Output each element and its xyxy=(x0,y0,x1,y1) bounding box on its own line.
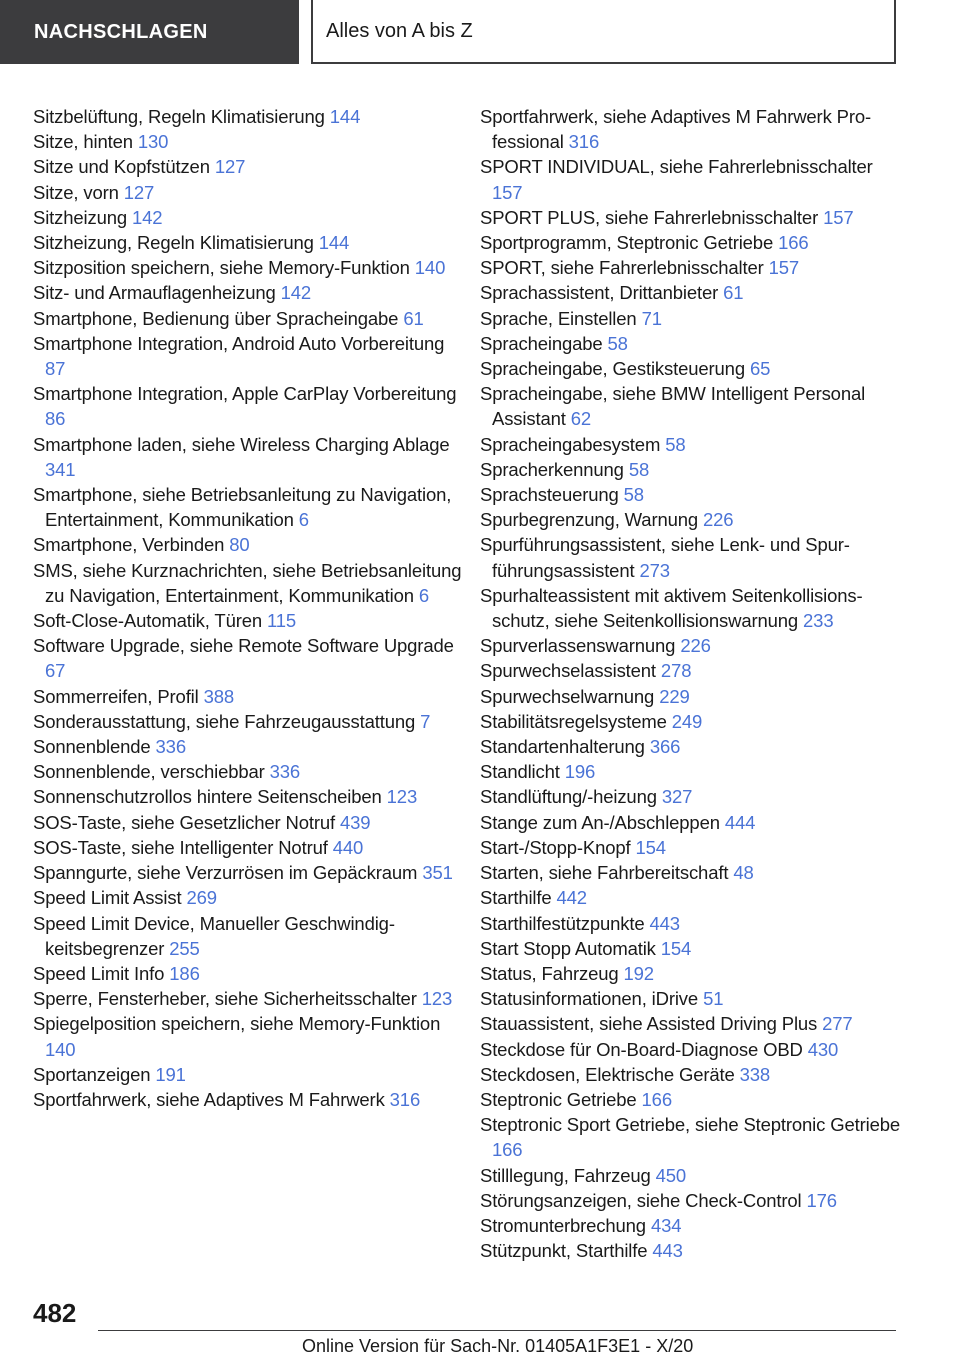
index-page-link[interactable]: 48 xyxy=(733,862,754,884)
index-entry-term: Stützpunkt, Starthilfe xyxy=(480,1240,648,1262)
index-entry-term: Spurwechselwarnung xyxy=(480,685,655,707)
index-entry-term: Spurbegrenzung, Warnung xyxy=(480,509,699,531)
index-entry-term: Spurverlassenswarnung xyxy=(480,635,676,657)
index-entry xyxy=(480,306,900,331)
index-page-link[interactable]: 123 xyxy=(386,786,418,808)
index-entry-term: Sprachsteuerung xyxy=(480,484,619,506)
index-entry xyxy=(480,1163,900,1188)
index-entry xyxy=(33,759,463,784)
index-entry xyxy=(33,810,463,835)
index-entry-term: Stange zum An-/Abschleppen xyxy=(480,811,720,833)
index-page-link[interactable]: 127 xyxy=(214,156,246,178)
index-page-link[interactable]: 226 xyxy=(703,509,734,531)
index-entry xyxy=(480,709,900,734)
index-page-link[interactable]: 341 xyxy=(45,458,76,480)
index-page-link[interactable]: 154 xyxy=(635,836,666,858)
index-entry xyxy=(480,936,900,961)
index-entry xyxy=(33,104,463,129)
index-page-link[interactable]: 366 xyxy=(649,736,681,758)
index-page-link[interactable]: 226 xyxy=(680,635,711,657)
index-entry-term: Sitze, vorn xyxy=(33,181,119,203)
index-page-link[interactable]: 388 xyxy=(203,685,235,707)
index-entry xyxy=(480,961,900,986)
index-entry xyxy=(33,885,463,910)
index-entry xyxy=(33,255,463,280)
index-entry-term: Smartphone, Verbinden xyxy=(33,534,225,556)
index-entry xyxy=(33,129,463,154)
index-page-link[interactable]: 157 xyxy=(768,257,800,279)
index-entry xyxy=(480,759,900,784)
index-entry xyxy=(33,911,463,961)
index-page-link[interactable]: 166 xyxy=(778,232,809,254)
index-entry xyxy=(33,835,463,860)
index-entry xyxy=(480,1037,900,1062)
index-column-left xyxy=(33,104,463,1112)
index-entry-term: Standlicht xyxy=(480,761,560,783)
index-page-link[interactable]: 191 xyxy=(155,1063,186,1085)
index-entry-term: Starthilfestützpunkte xyxy=(480,912,645,934)
index-entry xyxy=(480,457,900,482)
index-page-link[interactable]: 62 xyxy=(570,408,591,430)
index-entry xyxy=(480,381,900,431)
index-page-link[interactable]: 440 xyxy=(332,836,364,858)
index-entry-term: Stilllegung, Fahrzeug xyxy=(480,1164,651,1186)
index-page-link[interactable]: 58 xyxy=(623,484,644,506)
index-entry-term: Spurwechselassistent xyxy=(480,660,656,682)
index-entry-term: Starthilfe xyxy=(480,887,552,909)
index-entry xyxy=(33,230,463,255)
index-entry xyxy=(33,306,463,331)
index-entry-term: Sprachassistent, Drittanbieter xyxy=(480,282,719,304)
index-entry-term: Soft-Close-Automatik, Türen xyxy=(33,610,263,632)
index-entry-term: Start Stopp Automatik xyxy=(480,937,656,959)
index-page-link[interactable]: 140 xyxy=(45,1038,76,1060)
index-entry xyxy=(480,280,900,305)
page-header xyxy=(0,0,960,66)
index-entry xyxy=(480,1087,900,1112)
index-entry-term: Smartphone, Bedienung über Spracheingabe xyxy=(33,307,399,329)
index-page-link[interactable]: 130 xyxy=(137,131,169,153)
index-entry xyxy=(480,658,900,683)
index-entry-term: SPORT INDIVIDUAL, siehe Fahrerlebnisschalter xyxy=(480,156,873,178)
index-entry-term: Sportprogramm, Steptronic Getriebe xyxy=(480,232,774,254)
index-entry xyxy=(33,1087,463,1112)
index-entry xyxy=(480,911,900,936)
index-entry-term: Spracheingabe, Gestiksteuerung xyxy=(480,358,745,380)
index-entry xyxy=(480,986,900,1011)
index-entry xyxy=(480,734,900,759)
index-entry-term: Smartphone Integration, Apple CarPlay Vorbereitung xyxy=(33,383,457,405)
index-entry-term: Spurhalteassistent mit aktivem Seitenkollisionsschutz, siehe Seitenkollisionswarnung xyxy=(480,584,863,632)
index-page-link[interactable]: 316 xyxy=(568,131,600,153)
index-entry-term: Stauassistent, siehe Assisted Driving Plus xyxy=(480,1013,818,1035)
index-page-link[interactable]: 154 xyxy=(660,937,692,959)
index-entry xyxy=(33,154,463,179)
index-page-link[interactable]: 6 xyxy=(418,584,430,606)
index-entry xyxy=(480,154,900,204)
index-page-link[interactable]: 233 xyxy=(803,610,834,632)
index-entry-term: Sonderausstattung, siehe Fahrzeugausstattung xyxy=(33,710,416,732)
index-entry xyxy=(33,331,463,381)
index-page-link[interactable]: 443 xyxy=(652,1240,683,1262)
index-page-link[interactable]: 338 xyxy=(739,1063,771,1085)
footer-divider xyxy=(98,1330,896,1331)
index-entry-term: Status, Fahrzeug xyxy=(480,962,619,984)
index-entry-term: Start-/Stopp-Knopf xyxy=(480,836,631,858)
index-entry-term: Stabilitätsregelsysteme xyxy=(480,710,667,732)
index-entry-term: SPORT PLUS, siehe Fahrerlebnisschalter xyxy=(480,206,819,228)
index-page-link[interactable]: 142 xyxy=(132,206,163,228)
index-page-link[interactable]: 336 xyxy=(155,736,186,758)
index-entry xyxy=(480,331,900,356)
index-entry xyxy=(33,709,463,734)
index-entry xyxy=(480,1011,900,1036)
index-page-link[interactable]: 6 xyxy=(298,509,309,531)
index-page-link[interactable]: 58 xyxy=(628,458,650,480)
index-page-link[interactable]: 316 xyxy=(389,1088,421,1110)
index-entry-term: Steptronic Getriebe xyxy=(480,1088,637,1110)
index-entry-term: Software Upgrade, siehe Remote Software Upgrade xyxy=(33,635,454,657)
section-tab: NACHSCHLAGEN xyxy=(0,0,299,64)
index-entry xyxy=(480,835,900,860)
index-entry xyxy=(33,432,463,482)
index-entry-term: Spracheingabe, siehe BMW Intelligent Personal Assistant xyxy=(480,383,866,430)
index-entry-term: Smartphone laden, siehe Wireless Charging Ablage xyxy=(33,433,450,455)
index-entry-term: Spracheingabe xyxy=(480,332,603,354)
index-entry xyxy=(480,860,900,885)
index-entry-term: Sommerreifen, Profil xyxy=(33,685,199,707)
index-page-link[interactable]: 176 xyxy=(806,1189,837,1211)
chapter-tab: Alles von A bis Z xyxy=(311,0,896,64)
index-page-link[interactable]: 277 xyxy=(822,1013,853,1035)
index-entry xyxy=(480,205,900,230)
index-entry xyxy=(480,507,900,532)
page-number: 482 xyxy=(33,1298,77,1328)
index-entry-term: Smartphone Integration, Android Auto Vorbereitung xyxy=(33,332,445,354)
index-entry-term: Störungsanzeigen, siehe Check-Control xyxy=(480,1189,802,1211)
index-entry-term: SOS-Taste, siehe Intelligenter Notruf xyxy=(33,836,328,858)
index-entry xyxy=(33,1011,463,1061)
index-entry-term: Statusinformationen, iDrive xyxy=(480,988,699,1010)
index-page-link[interactable]: 278 xyxy=(660,660,692,682)
index-entry xyxy=(33,734,463,759)
index-entry xyxy=(480,784,900,809)
index-page-link[interactable]: 439 xyxy=(340,811,371,833)
index-entry-term: Spracherkennung xyxy=(480,458,624,480)
index-page-link[interactable]: 442 xyxy=(556,887,587,909)
index-entry xyxy=(480,255,900,280)
index-page-link[interactable]: 327 xyxy=(661,786,693,808)
index-entry-term: Sperre, Fensterheber, siehe Sicherheitsschalter xyxy=(33,988,417,1010)
index-page-link[interactable]: 269 xyxy=(186,887,217,909)
index-page-link[interactable]: 273 xyxy=(639,559,670,581)
index-entry-term: Sitz- und Armauflagenheizung xyxy=(33,282,276,304)
index-page-link[interactable]: 430 xyxy=(807,1038,839,1060)
index-page-link[interactable]: 192 xyxy=(623,962,654,984)
index-entry-term: Sportanzeigen xyxy=(33,1063,151,1085)
index-entry xyxy=(480,230,900,255)
index-entry xyxy=(33,482,463,532)
index-entry xyxy=(33,784,463,809)
index-entry xyxy=(33,860,463,885)
index-page-link[interactable]: 157 xyxy=(492,181,523,203)
index-page-link[interactable]: 86 xyxy=(45,408,66,430)
index-entry xyxy=(480,104,900,154)
index-page-link[interactable]: 142 xyxy=(280,282,312,304)
index-page-link[interactable]: 61 xyxy=(403,307,424,329)
index-page-link[interactable]: 186 xyxy=(169,962,200,984)
index-entry xyxy=(480,356,900,381)
index-entry-term: Standartenhalterung xyxy=(480,736,645,758)
index-entry xyxy=(480,684,900,709)
index-entry xyxy=(480,482,900,507)
index-page-link[interactable]: 157 xyxy=(823,206,854,228)
index-page-link[interactable]: 444 xyxy=(724,811,756,833)
index-entry xyxy=(33,180,463,205)
index-page-link[interactable]: 443 xyxy=(649,912,680,934)
index-entry-term: Stromunterbrechung xyxy=(480,1214,646,1236)
index-entry xyxy=(33,986,463,1011)
index-page-link[interactable]: 51 xyxy=(703,988,724,1010)
index-page-link[interactable]: 65 xyxy=(749,358,771,380)
index-entry-term: Steptronic Sport Getriebe, siehe Steptronic Getriebe xyxy=(480,1114,900,1136)
index-entry-term: Smartphone, siehe Betriebsanleitung zu Navigation, Entertainment, Kommunikation xyxy=(33,484,452,531)
index-entry-term: Sitzheizung xyxy=(33,206,127,228)
index-entry xyxy=(33,608,463,633)
index-entry-term: Sprache, Einstellen xyxy=(480,307,637,329)
index-entry xyxy=(480,583,900,633)
index-entry-term: Sonnenblende, verschiebbar xyxy=(33,761,265,783)
index-page-link[interactable]: 255 xyxy=(169,937,200,959)
index-page-link[interactable]: 127 xyxy=(123,181,155,203)
index-entry xyxy=(33,205,463,230)
footer-version-text: Online Version für Sach-Nr. 01405A1F3E1 - X/20 xyxy=(302,1336,694,1356)
index-entry xyxy=(480,1112,900,1162)
index-entry-term: Sitzposition speichern, siehe Memory-Funktion xyxy=(33,257,410,279)
index-entry xyxy=(480,810,900,835)
index-entry-term: Sitzbelüftung, Regeln Klimatisierung xyxy=(33,106,325,127)
index-entry-term: Sitzheizung, Regeln Klimatisierung xyxy=(33,232,314,254)
index-entry-term: Sonnenschutzrollos hintere Seitenscheiben xyxy=(33,786,382,808)
index-entry-term: Speed Limit Info xyxy=(33,962,165,984)
index-page-link[interactable]: 123 xyxy=(421,988,453,1010)
index-entry-term: Speed Limit Device, Manueller Geschwindigkeitsbegrenzer xyxy=(33,912,395,959)
index-entry-term: Sitze und Kopfstützen xyxy=(33,156,210,178)
index-page-link[interactable]: 166 xyxy=(492,1139,523,1161)
index-entry-term: SPORT, siehe Fahrerlebnisschalter xyxy=(480,257,764,279)
index-entry xyxy=(480,1062,900,1087)
index-entry-term: Sonnenblende xyxy=(33,736,151,758)
index-page-link[interactable]: 144 xyxy=(318,232,350,254)
index-page-link[interactable]: 229 xyxy=(659,685,690,707)
index-entry xyxy=(33,633,463,683)
index-entry-term: SMS, siehe Kurznachrichten, siehe Betriebsanleitung zu Navigation, Entertainment, Kommunikation xyxy=(33,559,462,606)
index-entry xyxy=(33,381,463,431)
index-page-link[interactable]: 58 xyxy=(607,332,628,354)
index-page-link[interactable]: 434 xyxy=(650,1214,682,1236)
index-page-link[interactable]: 166 xyxy=(641,1088,672,1110)
index-entry-term: Sportfahrwerk, siehe Adaptives M Fahrwerk Professional xyxy=(480,106,872,153)
index-entry-term: Spurführungsassistent, siehe Lenk- und Spurführungsassistent xyxy=(480,534,850,581)
index-entry xyxy=(33,1062,463,1087)
index-page-link[interactable]: 71 xyxy=(641,307,662,329)
index-entry xyxy=(480,432,900,457)
index-entry xyxy=(480,532,900,582)
index-entry-term: Spracheingabesystem xyxy=(480,433,661,455)
index-page-link[interactable]: 67 xyxy=(45,660,66,682)
index-entry-term: Starten, siehe Fahrbereitschaft xyxy=(480,862,729,884)
index-entry xyxy=(480,633,900,658)
index-page-link[interactable]: 140 xyxy=(414,257,446,279)
index-entry xyxy=(480,1188,900,1213)
index-entry xyxy=(480,1238,900,1263)
index-entry xyxy=(33,532,463,557)
index-entry xyxy=(33,961,463,986)
index-entry-term: Steckdose für On-Board-Diagnose OBD xyxy=(480,1038,803,1060)
index-page-link[interactable]: 115 xyxy=(267,610,297,632)
index-entry xyxy=(480,1213,900,1238)
index-page-link[interactable]: 450 xyxy=(655,1164,687,1186)
index-entry-term: Speed Limit Assist xyxy=(33,887,182,909)
index-page-link[interactable]: 7 xyxy=(420,710,431,732)
index-entry xyxy=(480,885,900,910)
index-entry xyxy=(33,558,463,608)
index-entry-term: Steckdosen, Elektrische Geräte xyxy=(480,1063,735,1085)
index-page-link[interactable]: 336 xyxy=(269,761,301,783)
index-page-link[interactable]: 196 xyxy=(564,761,596,783)
index-page-link[interactable]: 58 xyxy=(665,433,686,455)
index-page-link[interactable]: 249 xyxy=(671,710,703,732)
index-entry-term: SOS-Taste, siehe Gesetzlicher Notruf xyxy=(33,811,336,833)
index-page-link[interactable]: 144 xyxy=(329,106,361,127)
index-entry-term: Sportfahrwerk, siehe Adaptives M Fahrwerk xyxy=(33,1088,385,1110)
index-page-link[interactable]: 61 xyxy=(723,282,744,304)
index-page-link[interactable]: 87 xyxy=(45,358,66,380)
index-entry-term: Spiegelposition speichern, siehe Memory-Funktion xyxy=(33,1013,441,1035)
index-column-right xyxy=(480,104,900,1263)
index-entry xyxy=(33,684,463,709)
index-entry xyxy=(33,280,463,305)
index-entry-term: Standlüftung/-heizung xyxy=(480,786,657,808)
index-entry-term: Sitze, hinten xyxy=(33,131,133,153)
index-page-link[interactable]: 351 xyxy=(422,862,453,884)
index-entry-term: Spanngurte, siehe Verzurrösen im Gepäckraum xyxy=(33,862,418,884)
index-page-link[interactable]: 80 xyxy=(229,534,250,556)
